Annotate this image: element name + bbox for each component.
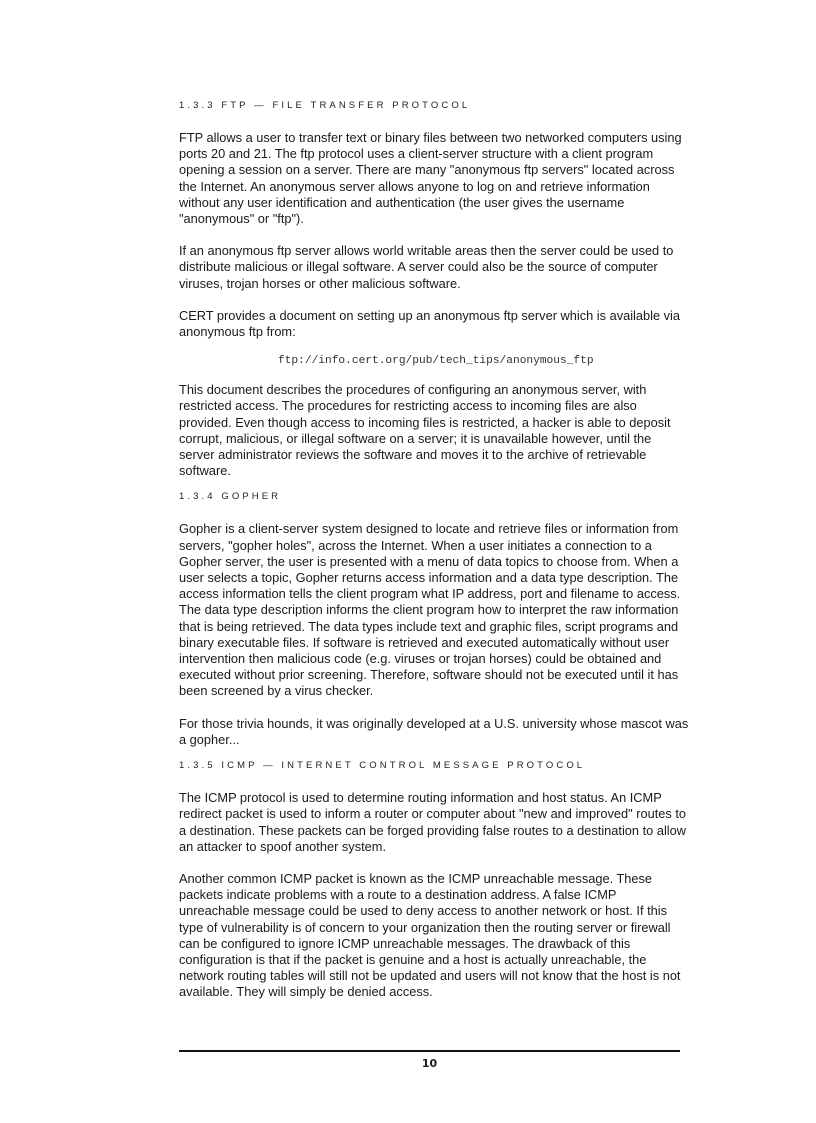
paragraph: For those trivia hounds, it was originally developed at a U.S. university whose mascot was a gopher... bbox=[179, 715, 689, 747]
section-heading-ftp: 1.3.3 FTP — FILE TRANSFER PROTOCOL bbox=[179, 100, 471, 111]
footer-rule bbox=[179, 1050, 680, 1052]
paragraph: CERT provides a document on setting up an anonymous ftp server which is available via anonymous ftp from: bbox=[179, 307, 681, 340]
ftp-url-code: ftp://info.cert.org/pub/tech_tips/anonymous_ftp bbox=[278, 355, 594, 368]
section-heading-gopher: 1.3.4 GOPHER bbox=[179, 491, 282, 503]
page-number: 10 bbox=[421, 1057, 438, 1070]
paragraph: If an anonymous ftp server allows world writable areas then the server could be used to distribute malicious or illegal software. A server could also be the source of computer viruses, trojan horses or other malicious software. bbox=[179, 243, 674, 291]
paragraph: This document describes the procedures of configuring an anonymous server, with restricted access. The procedures for restricting access to incoming files are also provided. Even though access to incoming files is restricted, a hacker is able to deposit corrupt, malicious, or illegal software on a server; it is unavailable however, until the server administrator reviews the software and moves it to the archive of retrievable software. bbox=[179, 382, 671, 479]
paragraph: FTP allows a user to transfer text or binary files between two networked computers using ports 20 and 21. The ftp protocol uses a client-server structure with a client program opening a session on a server. There are many "anonymous ftp servers" located across the Internet. An anonymous server allows anyone to log on and retrieve information without any user identification and authentication (the user gives the username "anonymous" or "ftp"). bbox=[179, 130, 682, 227]
page-content bbox=[179, 100, 689, 1001]
section-heading-icmp: 1.3.5 ICMP — INTERNET CONTROL MESSAGE PROTOCOL bbox=[179, 760, 586, 772]
paragraph: The ICMP protocol is used to determine routing information and host status. An ICMP redirect packet is used to inform a router or computer about "new and improved" routes to a destination. These packets can be forged providing false routes to a destination to allow an attacker to spoof another system. bbox=[179, 790, 686, 854]
paragraph: Another common ICMP packet is known as the ICMP unreachable message. These packets indicate problems with a route to a destination address. A false ICMP unreachable message could be used to deny access to another network or host. If this type of vulnerability is of concern to your organization then the routing server or firewall can be configured to ignore ICMP unreachable messages. The drawback of this configuration is that if the packet is genuine and a host is actually unreachable, the network routing tables will still not be updated and users will not know that the host is not available. They will simply be denied access. bbox=[179, 870, 681, 1000]
paragraph: Gopher is a client-server system designed to locate and retrieve files or information from servers, "gopher holes", across the Internet. When a user initiates a connection to a Gopher server, the user is presented with a menu of data topics to choose from. When a user selects a topic, Gopher returns access information and a data type description. The access information tells the client program what IP address, port and filename to access. The data type description informs the client program how to interpret the raw information that is being retrieved. The data types include text and graphic files, script programs and binary executable files. If software is retrieved and executed automatically without user intervention then malicious code (e.g. viruses or trojan horses) could be obtained and executed without prior screening. Therefore, software should not be executed until it has been screened by a virus checker. bbox=[179, 521, 681, 699]
